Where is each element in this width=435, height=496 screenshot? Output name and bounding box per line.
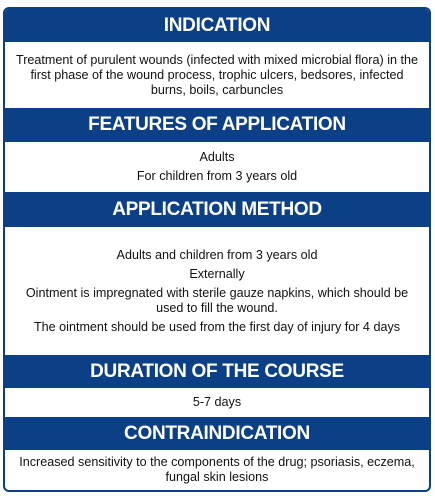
section-title: FEATURES OF APPLICATION [88,114,346,135]
section-text: 5-7 days [192,395,242,409]
section-title: CONTRAINDICATION [124,422,310,444]
section-header-duration-of-the-course [5,355,429,388]
section-text: The ointment should be used from the first day of injury for 4 days [33,319,401,334]
section-body-contraindication [5,450,429,490]
section-title: APPLICATION METHOD [112,198,322,220]
section-body-features-of-application [5,142,429,192]
section-text: Increased sensitivity to the components of the drug; psoriasis, eczema, fungal skin lesions [19,455,415,484]
section-text: Externally [189,266,245,281]
section-title: INDICATION [163,14,271,36]
section-text: Treatment of purulent wounds (infected with mixed microbial flora) in the first phase of the wound process, trophic ulcers, bedsores, infected burns, boils, carbuncles [15,52,419,97]
section-text: Adults [199,150,235,164]
section-text: Ointment is impregnated with sterile gauze napkins, which should be used to fill the wound. [25,285,409,315]
section-text: For children from 3 years old [136,169,298,183]
section-body-indication [5,42,429,108]
section-text: Adults and children from 3 years old [116,247,318,262]
section-header-contraindication [5,417,429,450]
section-body-application-method [5,227,429,355]
section-header-indication [5,9,429,42]
section-title: DURATION OF THE COURSE [90,360,344,382]
section-body-duration-of-the-course [5,388,429,417]
drug-info-card [3,7,431,492]
section-header-features-of-application [5,108,429,142]
section-header-application-method [5,192,429,227]
